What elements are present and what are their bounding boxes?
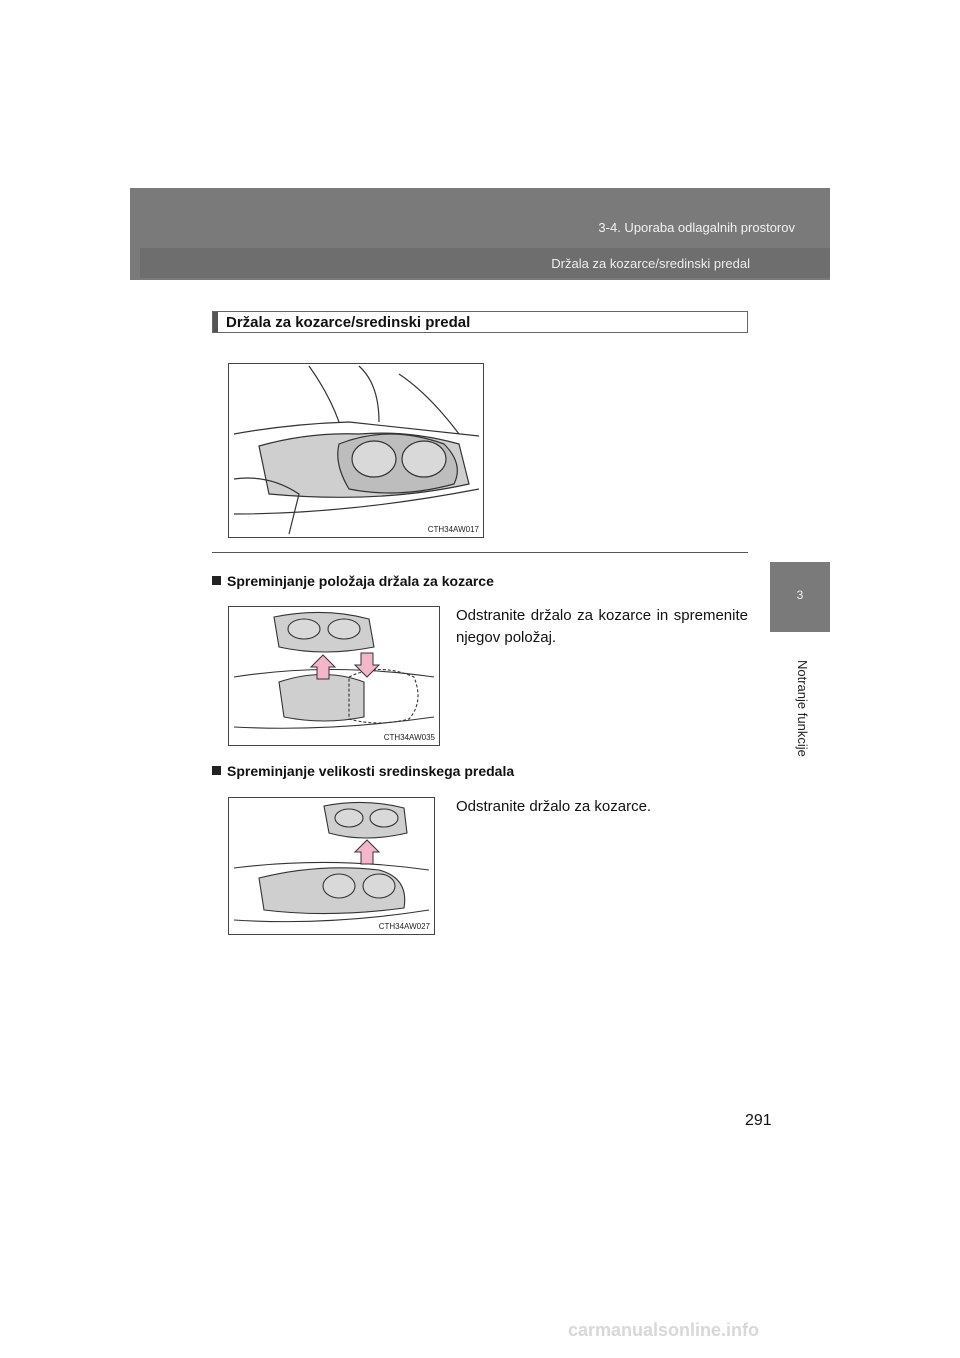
figure-code: CTH34AW035 bbox=[383, 733, 435, 742]
watermark-logo: carmanualsonline.info bbox=[568, 1320, 760, 1340]
chapter-tab[interactable] bbox=[770, 562, 830, 632]
divider bbox=[212, 552, 748, 553]
chapter-number: 3 bbox=[796, 588, 804, 602]
instruction-remove: Odstranite držalo za kozarce. bbox=[456, 798, 652, 815]
chapter-label: Notranje funkcije bbox=[795, 660, 810, 757]
figure-cup-holder-overview bbox=[228, 363, 484, 538]
bullet-square-icon bbox=[212, 766, 221, 775]
instruction-reposition: Odstranite držalo za kozarce in spremenite njegov položaj. bbox=[456, 607, 748, 646]
section-title: Držala za kozarce/sredinski predal bbox=[226, 313, 471, 331]
header-subtitle: Držala za kozarce/sredinski predal bbox=[551, 256, 750, 271]
cup-holder-illustration bbox=[229, 364, 483, 537]
section-accent bbox=[213, 312, 218, 332]
bullet-square-icon bbox=[212, 576, 221, 585]
figure-cup-holder-reposition bbox=[228, 606, 440, 746]
figure-code: CTH34AW017 bbox=[427, 525, 479, 534]
figure-code: CTH34AW027 bbox=[378, 922, 430, 931]
figure-center-console-resize bbox=[228, 797, 435, 935]
subsection-heading-size: Spreminjanje velikosti sredinskega predala bbox=[212, 763, 514, 779]
subsection-heading-position: Spreminjanje položaja držala za kozarce bbox=[212, 573, 494, 589]
resize-illustration bbox=[229, 798, 434, 934]
reposition-illustration bbox=[229, 607, 439, 745]
section-title-bar bbox=[212, 311, 748, 333]
page-number: 291 bbox=[745, 1112, 772, 1129]
header-sub-band bbox=[140, 248, 830, 278]
header-band bbox=[130, 188, 830, 280]
header-section-title: 3-4. Uporaba odlagalnih prostorov bbox=[598, 220, 795, 235]
